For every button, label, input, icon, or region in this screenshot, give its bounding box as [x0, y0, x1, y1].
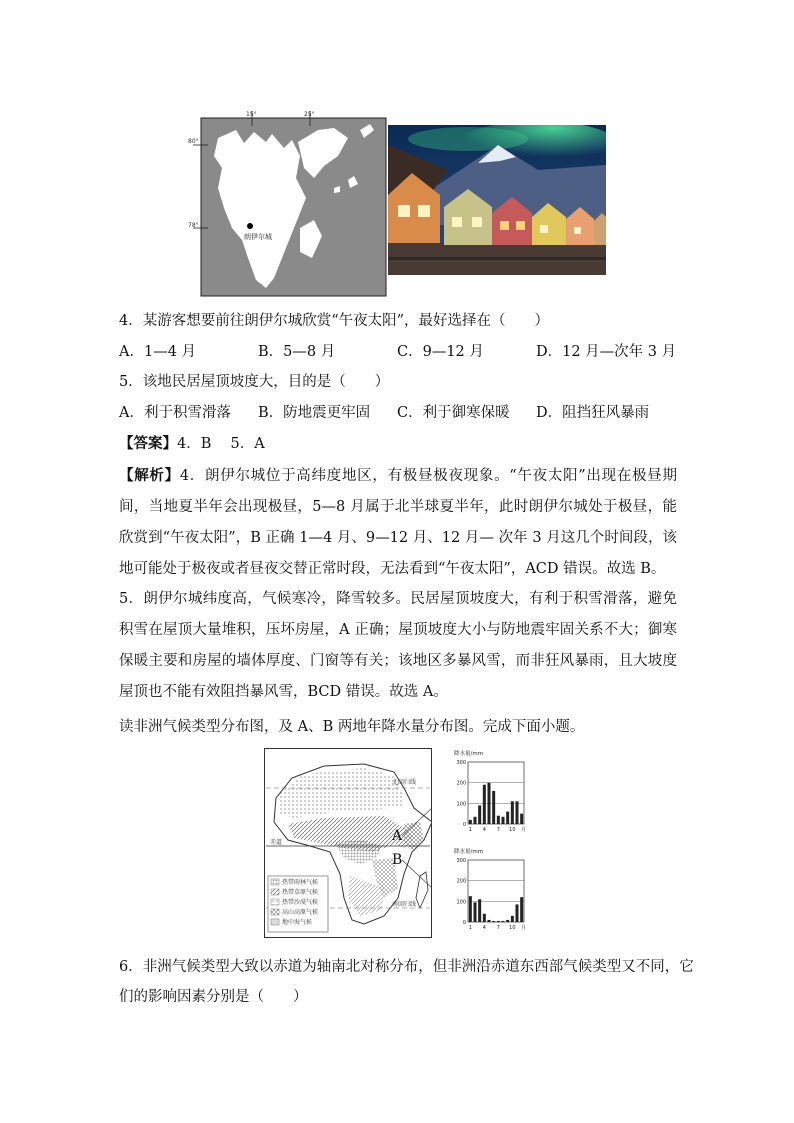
bar-month-3: [478, 899, 481, 922]
lat-label-80: 80°: [188, 138, 199, 145]
x-tick-label: 10: [509, 827, 516, 833]
analysis-p1-text: 4．朗伊尔城位于高纬度地区，有极昼极夜现象。“午夜太阳”出现在极昼期间，当地夏半年会出现极昼，5—8 月属于北半球夏半年，此时朗伊尔城处于极昼，能欣赏到“午夜太阳”，B 正确 1—4 月、9—12 月、12 月— 次年 3 月这几个时间段，该地可能处于极夜或者昼夜交替正常时段，无法看到“午夜太阳”，ACD 错误。故选 B。: [119, 468, 677, 577]
q4-option-a: A．1—4 月: [119, 344, 197, 360]
q5-option-b: B．防地震更牢固: [258, 405, 371, 421]
bar-month-5: [488, 783, 491, 824]
bar-month-11: [516, 801, 519, 824]
q5-option-a: A．利于积雪滑落: [119, 405, 231, 421]
bar-month-5: [488, 920, 491, 922]
bar-month-12: [520, 814, 523, 824]
city-marker: [247, 223, 253, 229]
aurora-houses-photo: [388, 125, 606, 275]
bar-month-9: [506, 920, 509, 922]
legend: [268, 876, 328, 932]
analysis-p2: 5．朗伊尔城纬度高，气候寒冷，降雪较多。民居屋顶坡度大，有利于积雪滑落，避免积雪在屋顶大量堆积，压坏房屋，A 正确；屋顶坡度大小与防地震牢固关系不大；御寒保暖主要和房屋的墙体厚度、门窗等有关；该地区多暴风雪，而非狂风暴雨，且大坡度屋顶也不能有效阻挡暴风雪，BCD 错误。故选 A。: [119, 591, 677, 700]
q5-option-d: D．阻挡狂风暴雨: [536, 405, 650, 421]
q6-line2: 们的影响因素分别是（ ）: [119, 989, 308, 1005]
legend-item-5: 地中海气候: [282, 919, 313, 926]
bar-month-11: [516, 904, 519, 922]
q4-stem: 4．某游客想要前往朗伊尔城欣赏“午夜太阳”，最好选择在（ ）: [119, 313, 550, 329]
bar-month-12: [520, 897, 523, 922]
city-label: 朗伊尔城: [244, 233, 272, 241]
answer-tag: 【答案】: [119, 435, 177, 452]
x-tick-label: 7: [496, 827, 500, 833]
x-tick-label: 10: [509, 925, 516, 931]
analysis-tag: 【解析】: [119, 467, 180, 484]
bar-month-2: [474, 902, 477, 922]
bar-month-7: [497, 921, 500, 922]
q6-line1: 6．非洲气候类型大致以赤道为轴南北对称分布，但非洲沿赤道东西部气候类型又不同，它: [119, 959, 694, 975]
point-a-label: A: [392, 828, 403, 844]
y-tick-label: 0: [462, 920, 466, 926]
bar-month-10: [511, 801, 514, 824]
x-unit-label: 月: [521, 827, 527, 833]
x-unit-label: 月: [521, 925, 527, 931]
bar-month-7: [497, 816, 500, 824]
legend-item-3: 热带沙漠气候: [282, 899, 319, 906]
bar-month-1: [469, 820, 472, 824]
bar-month-6: [492, 791, 495, 824]
y-tick-label: 0: [462, 822, 466, 828]
tropic-n-label: 北回归线: [392, 779, 417, 786]
analysis-p1: [119, 460, 677, 585]
x-tick-label: 1: [468, 925, 472, 931]
legend-item-2: 热带草原气候: [282, 889, 319, 896]
q5-stem: 5．该地民居屋顶坡度大，目的是（ ）: [119, 374, 390, 390]
lon-label-25: 25°: [304, 111, 315, 118]
q4-option-b: B．5—8 月: [258, 344, 336, 360]
africa-climate-map: [264, 748, 432, 938]
lon-label-15: 15°: [246, 111, 257, 118]
chart-title: 降水量/mm: [454, 751, 484, 757]
bar-month-9: [506, 812, 509, 824]
y-tick-label: 300: [456, 858, 466, 864]
q5-option-c: C．利于御寒保暖: [397, 405, 510, 421]
q4-option-c: C．9—12 月: [397, 344, 484, 360]
x-tick-label: 4: [482, 827, 486, 833]
bar-month-10: [511, 916, 514, 922]
equator-label: 赤道: [270, 839, 283, 846]
x-tick-label: 1: [468, 827, 472, 833]
bar-month-4: [483, 914, 486, 922]
chart-title: 降水量/mm: [454, 849, 484, 855]
bar-month-2: [474, 817, 477, 824]
y-tick-label: 200: [456, 780, 466, 787]
y-tick-label: 200: [456, 878, 466, 885]
svalbard-map: [188, 108, 388, 298]
bar-month-8: [502, 921, 505, 922]
answer-line: [119, 434, 265, 454]
answer-text: 4．B 5．A: [177, 436, 265, 452]
q4-option-d: D．12 月—次年 3 月: [536, 344, 677, 360]
point-b-label: B: [392, 852, 403, 868]
x-tick-label: 4: [482, 925, 486, 931]
precip-chart-a: [452, 748, 530, 840]
y-tick-label: 300: [456, 760, 466, 766]
precip-chart-b: [452, 846, 530, 938]
lat-label-78: 78°: [188, 222, 199, 229]
bar-month-6: [492, 921, 495, 922]
x-tick-label: 7: [496, 925, 500, 931]
legend-item-4: 高山高原气候: [282, 909, 319, 916]
y-tick-label: 100: [456, 801, 466, 808]
bar-month-3: [478, 805, 481, 824]
bar-month-8: [502, 817, 505, 824]
bar-month-1: [469, 896, 472, 922]
legend-item-1: 热带雨林气候: [282, 879, 319, 886]
tropic-s-label: 南回归线: [392, 901, 417, 908]
y-tick-label: 100: [456, 899, 466, 906]
intro-text: 读非洲气候类型分布图，及 A、B 两地年降水量分布图。完成下面小题。: [119, 719, 585, 735]
bar-month-4: [483, 785, 486, 824]
